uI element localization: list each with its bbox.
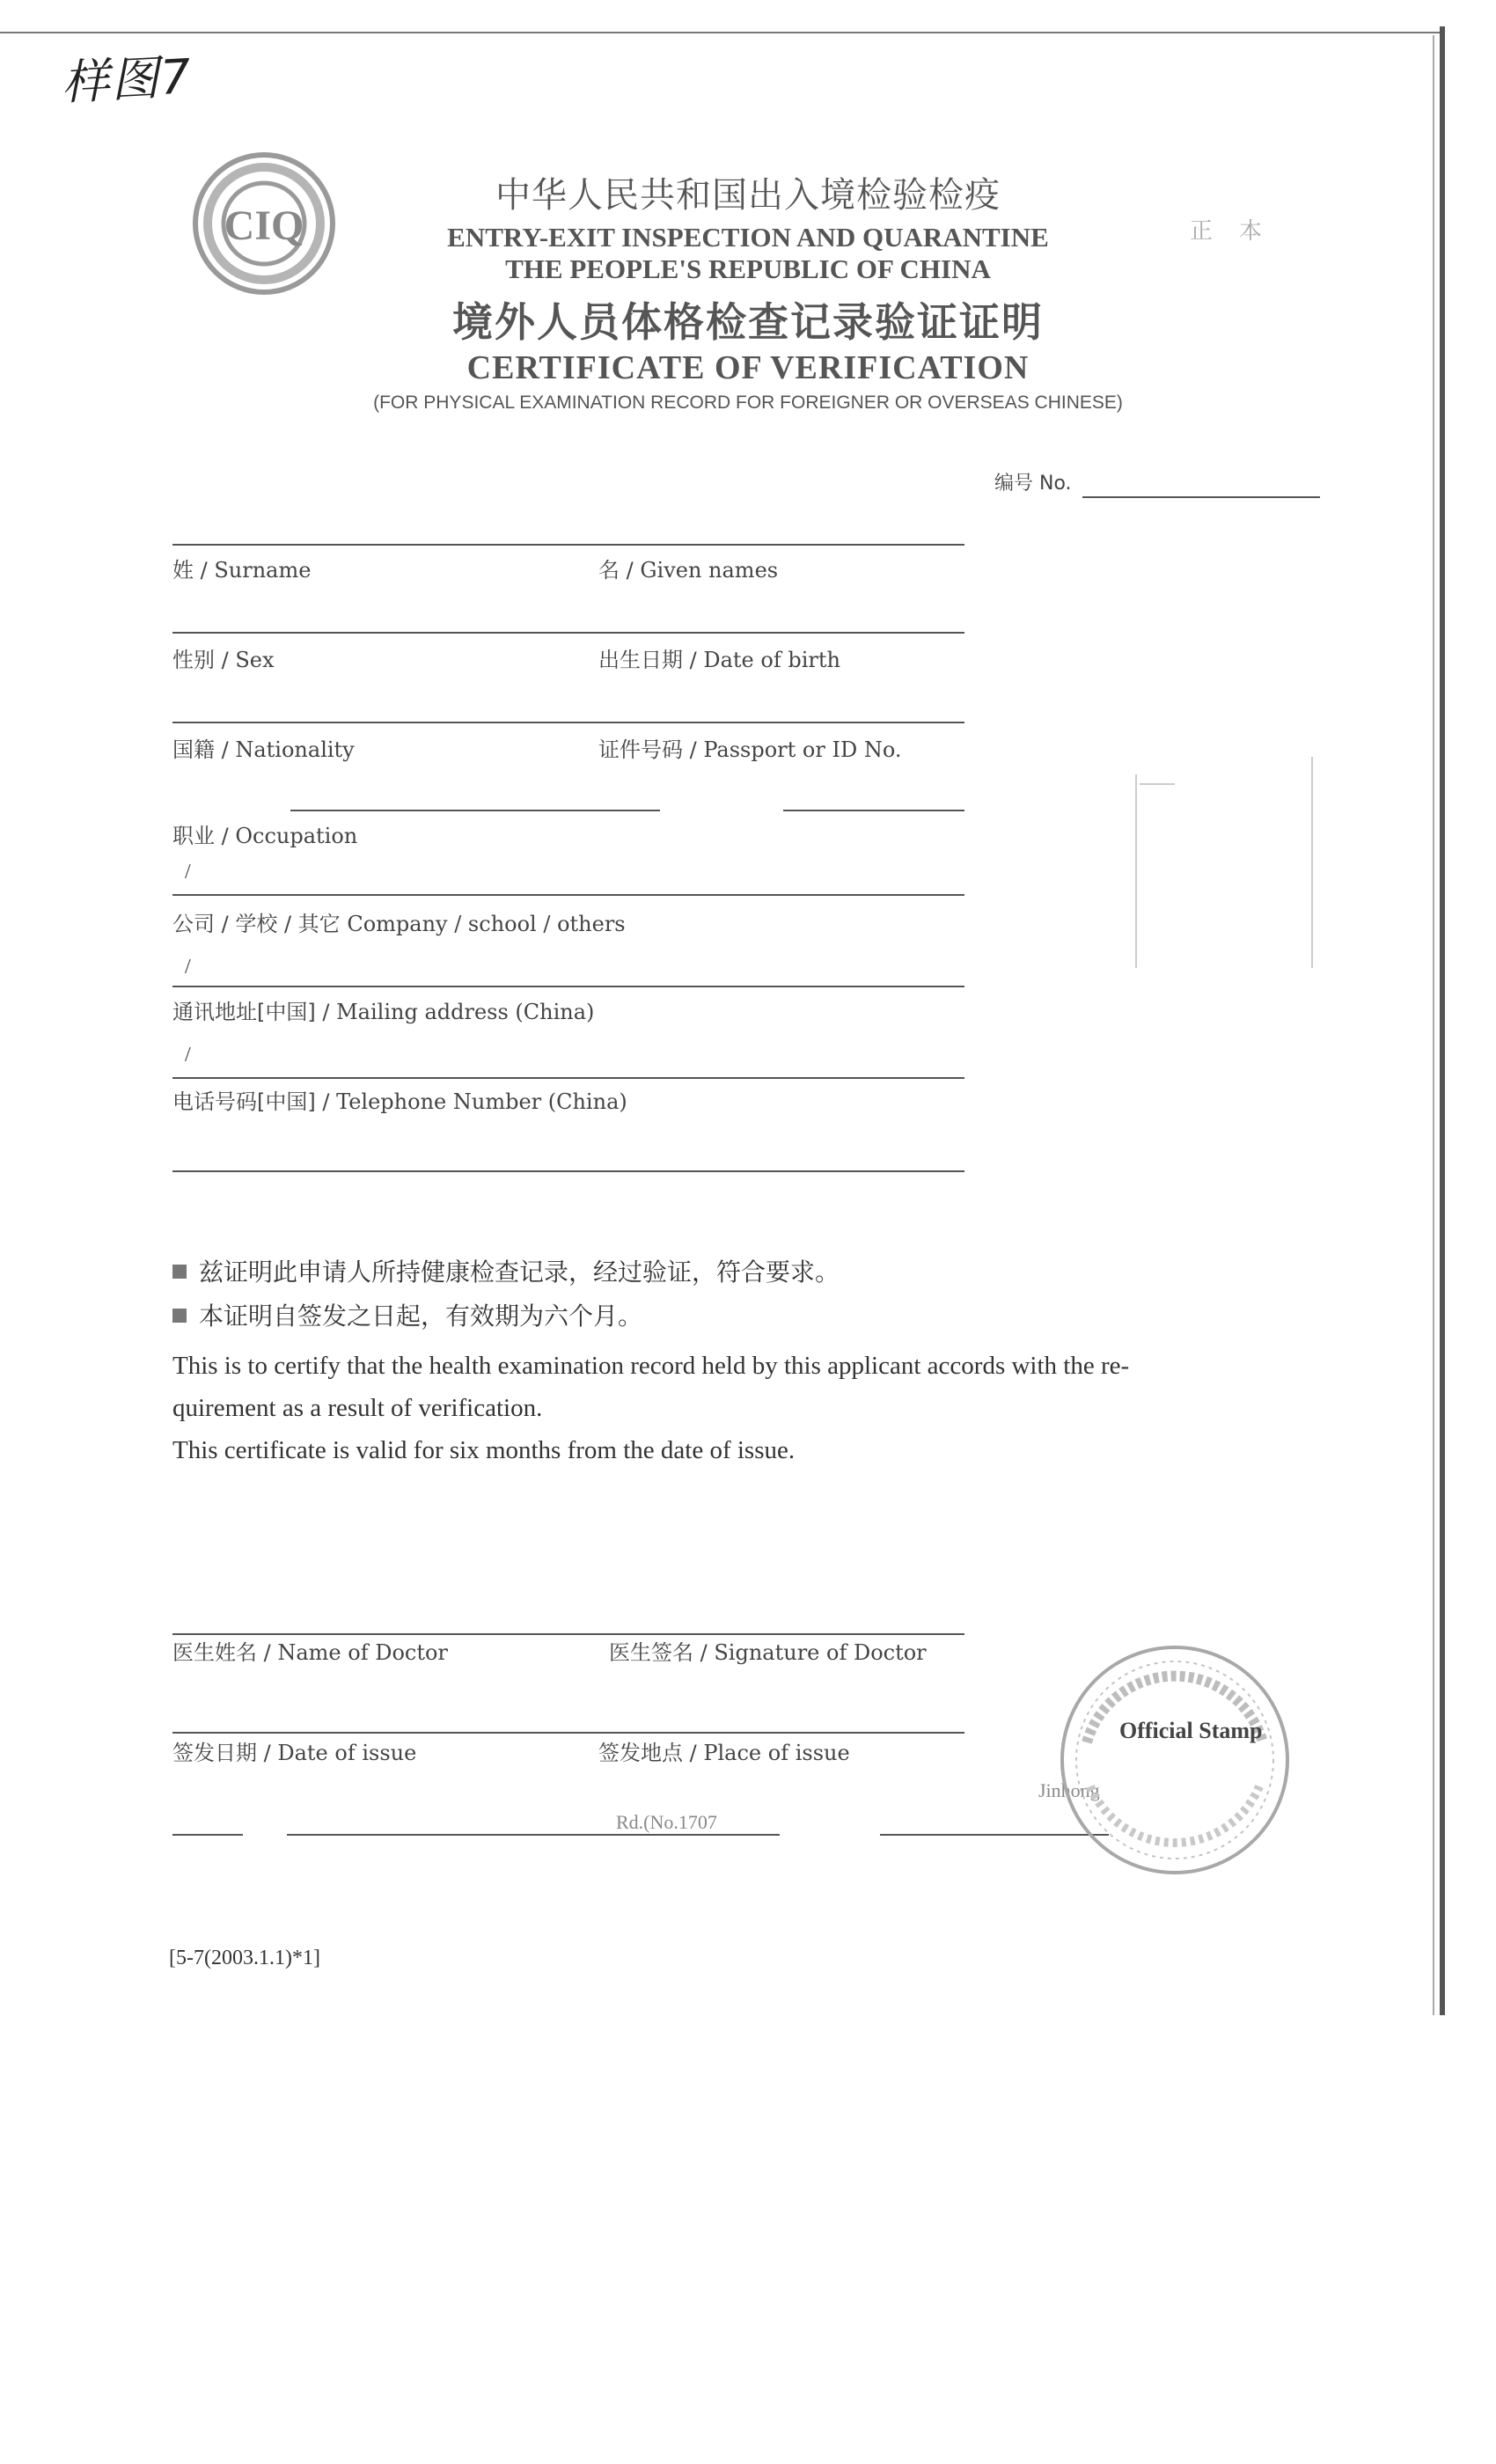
nationality-label: 国籍 / Nationality [172,737,355,762]
statement-en-3: This certificate is valid for six months from the date of issue. [172,1436,796,1464]
scan-artifact [1311,757,1313,968]
company-label: 公司 / 学校 / 其它 Company / school / others [172,912,626,936]
nationality-field-line[interactable] [290,810,660,811]
telephone-field-line[interactable] [172,1170,964,1172]
bullet-square-icon [172,1265,187,1279]
passport-label: 证件号码 / Passport or ID No. [598,737,902,762]
serial-number-line[interactable] [1082,496,1320,498]
occupation-label: 职业 / Occupation [172,824,358,848]
company-field-line[interactable] [172,986,964,987]
smudged-address-fragment: Rd.(No.1707 [616,1811,717,1833]
dob-label: 出生日期 / Date of birth [598,648,840,672]
handwritten-note: 样图7 [60,48,194,111]
occupation-field-line[interactable] [172,894,964,896]
statement-en-1: This is to certify that the health examination record held by this applicant accords with the re- [172,1352,1130,1380]
header-subtitle: (FOR PHYSICAL EXAMINATION RECORD FOR FOREIGNER OR OVERSEAS CHINESE) [373,392,1123,413]
scan-edge-right-inner [1433,35,1434,2015]
statement-cn-1: 兹证明此申请人所持健康检查记录，经过验证，符合要求。 [172,1253,840,1288]
company-slash: / [185,956,191,979]
occupation-slash: / [185,861,191,884]
official-stamp-label: Official Stamp [1119,1718,1263,1743]
sex-label: 性别 / Sex [172,648,275,672]
given-names-label: 名 / Given names [598,558,779,583]
bullet-square-icon [172,1309,187,1323]
doctor-field-line[interactable] [172,1732,964,1734]
form-line-top [172,544,964,546]
serial-number-label: 编号 No. [994,473,1072,495]
sex-field-line[interactable] [172,722,964,723]
telephone-label: 电话号码[中国] / Telephone Number (China) [172,1089,627,1114]
mailing-address-label: 通讯地址[中国] / Mailing address (China) [172,1000,595,1024]
header-org-en-line1: ENTRY-EXIT INSPECTION AND QUARANTINE [447,222,1049,253]
surname-label: 姓 / Surname [172,558,312,583]
issue-date-label: 签发日期 / Date of issue [172,1741,417,1765]
passport-field-line[interactable] [783,810,964,811]
mailing-slash: / [185,1044,191,1067]
doctor-name-label: 医生姓名 / Name of Doctor [172,1640,448,1665]
logo-text: CIQ [224,202,304,249]
ciq-logo-icon [192,151,336,296]
form-code: [5-7(2003.1.1)*1] [169,1947,320,1969]
scan-edge-right [1440,26,1445,2015]
statement-en-2: quirement as a result of verification. [172,1394,543,1422]
scan-artifact [1135,774,1137,968]
doctor-signature-label: 医生签名 / Signature of Doctor [609,1640,927,1665]
header-title-en: CERTIFICATE OF VERIFICATION [466,349,1030,386]
header-title-cn: 境外人员体格检查记录验证证明 [452,298,1044,346]
mailing-field-line[interactable] [172,1077,964,1079]
issue-date-line-a[interactable] [172,1834,243,1836]
issue-date-line-b[interactable] [287,1834,780,1836]
surname-field-line[interactable] [172,632,964,634]
scan-edge-top [0,32,1443,33]
issue-place-label: 签发地点 / Place of issue [598,1741,850,1765]
statement-cn-2: 本证明自签发之日起，有效期为六个月。 [172,1297,642,1332]
copy-mark: 正本 [1190,218,1289,245]
scan-artifact [1140,783,1175,785]
official-stamp-icon [1052,1637,1298,1883]
header-org-en-line2: THE PEOPLE'S REPUBLIC OF CHINA [505,253,991,284]
header-org-cn: 中华人民共和国出入境检验检疫 [495,175,1001,216]
smudged-place-fragment: Jinhong [1038,1779,1100,1801]
